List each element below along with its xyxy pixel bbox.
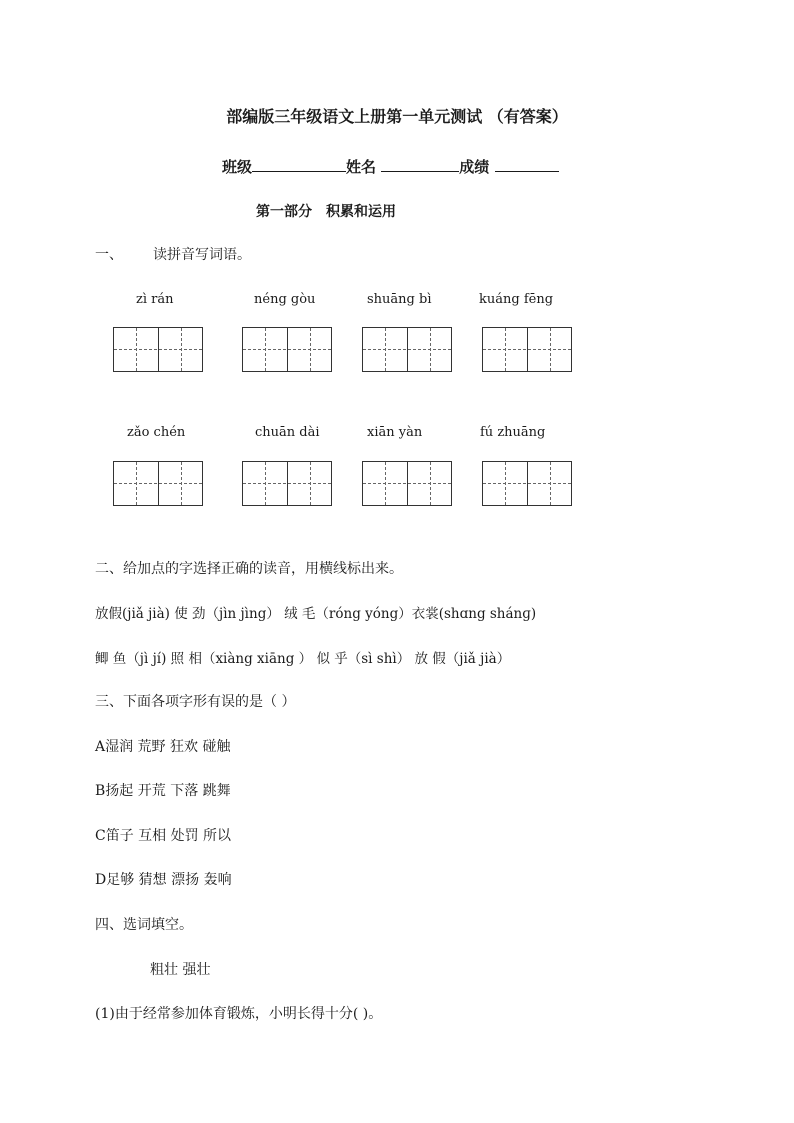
q2-heading: 二、给加点的字选择正确的读音，用横线标出来。 <box>95 561 403 577</box>
pinyin-4: kuáng fēng <box>479 292 554 307</box>
writing-grid[interactable] <box>482 327 572 372</box>
pinyin-2: néng gòu <box>254 292 316 307</box>
q2-line-1: 放假(jiǎ jià) 使 劲（jìn jìng） 绒 毛（róng yóng）衣裳(shɑng shánɡ) <box>95 606 537 622</box>
writing-grid[interactable] <box>113 461 203 506</box>
q2-line-2: 鲫 鱼（jì jí) 照 相（xiàng xiāng ） 似 乎（sì shì） 放 假（jiǎ jià） <box>95 651 511 667</box>
q3-option-a: A湿润 荒野 狂欢 碰触 <box>95 739 231 755</box>
part-title: 第一部分 积累和运用 <box>256 204 396 220</box>
pinyin-5: zǎo chén <box>127 425 186 440</box>
writing-grid[interactable] <box>113 327 203 372</box>
q4-word-choices: 粗壮 强壮 <box>150 962 211 978</box>
q1-heading <box>95 244 251 264</box>
class-label: 班级 <box>222 158 253 176</box>
name-blank[interactable] <box>381 157 459 172</box>
q3-option-b: B扬起 开荒 下落 跳舞 <box>95 783 231 799</box>
pinyin-3: shuāng bì <box>367 292 432 307</box>
score-blank[interactable] <box>495 157 559 172</box>
writing-grid[interactable] <box>362 461 452 506</box>
q3-option-d: D足够 猜想 漂扬 轰响 <box>95 872 232 888</box>
q1-number: 一、 <box>95 247 123 263</box>
q3-heading: 三、下面各项字形有误的是（ ） <box>95 694 296 710</box>
class-blank[interactable] <box>252 157 346 172</box>
q4-heading: 四、选词填空。 <box>95 917 193 933</box>
writing-grid[interactable] <box>242 327 332 372</box>
page-title: 部编版三年级语文上册第一单元测试 （有答案） <box>226 107 568 126</box>
pinyin-6: chuān dài <box>255 425 320 440</box>
writing-grid[interactable] <box>362 327 452 372</box>
name-label: 姓名 <box>346 158 377 176</box>
writing-grid[interactable] <box>482 461 572 506</box>
pinyin-7: xiān yàn <box>367 425 423 440</box>
pinyin-8: fú zhuāng <box>480 425 546 440</box>
q4-item-1: (1)由于经常参加体育锻炼，小明长得十分( )。 <box>95 1006 383 1022</box>
score-label: 成绩 <box>459 158 490 176</box>
pinyin-1: zì rán <box>136 292 174 307</box>
writing-grid[interactable] <box>242 461 332 506</box>
q1-instruction: 读拼音写词语。 <box>153 247 251 263</box>
q3-option-c: C笛子 互相 处罚 所以 <box>95 828 232 844</box>
student-info-line <box>222 156 559 177</box>
